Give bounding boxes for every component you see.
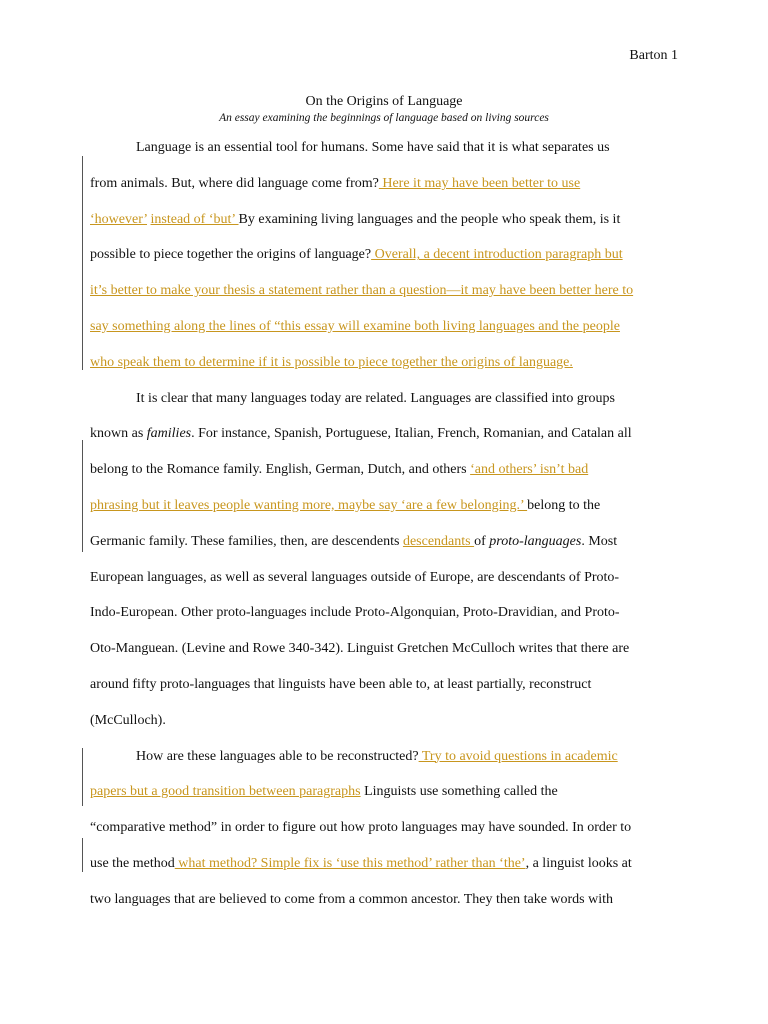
italic-term: proto-languages (489, 533, 582, 549)
text-line: It is clear that many languages today are related. Languages are classified into groups (136, 390, 615, 406)
comment-bar (82, 156, 83, 370)
text-line: two languages that are believed to come from a common ancestor. They then take words with (90, 891, 614, 907)
comment-text: Overall, a decent introduction paragraph but (371, 247, 623, 263)
text-line (90, 309, 680, 345)
essay-title: On the Origins of Language (305, 94, 463, 109)
comment-text: what method? Simple fix is ‘use this method’ rather than ‘the’ (174, 855, 526, 871)
comment-text: it’s better to make your thesis a statement rather than a question—it may have been better here to (90, 283, 634, 299)
text-line (90, 273, 680, 309)
text-line: phrasing but it leaves people wanting more, maybe say ‘are a few belonging.’ belong to the (90, 497, 601, 513)
essay-subtitle: An essay examining the beginnings of language based on living sources (219, 112, 549, 124)
comment-text: Try to avoid questions in academic (418, 748, 618, 764)
comment-text: ‘and others’ isn’t bad (470, 462, 589, 478)
text-line: Indo-European. Other proto-languages include Proto-Algonquian, Proto-Dravidian, and Proto- (90, 605, 620, 621)
page-header: Barton 1 (629, 48, 678, 63)
comment-text: instead of ‘but’ (150, 211, 239, 227)
text-line: Oto-Manguean. (Levine and Rowe 340-342). Linguist Gretchen McCulloch writes that there are (90, 641, 630, 657)
comment-text: say something along the lines of “this essay will examine both living languages and the people (90, 318, 620, 334)
comment-text: who speak them to determine if it is possible to piece together the origins of language. (90, 354, 573, 370)
text-line: Germanic family. These families, then, are descendents descendants of proto-languages. Most (90, 533, 618, 549)
comment-text: descendants (402, 533, 475, 549)
comment-text: papers but a good transition between paragraphs (90, 784, 361, 800)
text-line: known as families. For instance, Spanish, Portuguese, Italian, French, Romanian, and Catalan all (90, 426, 632, 442)
text-line: ‘however’ instead of ‘but’ By examining living languages and the people who speak them, is it (90, 211, 621, 227)
comment-bar (82, 838, 83, 872)
text-line: papers but a good transition between paragraphs Linguists use something called the (90, 784, 558, 800)
text-line (90, 345, 680, 381)
text-line: (McCulloch). (90, 712, 166, 728)
comment-text: ‘however’ (90, 211, 148, 227)
comment-bar (82, 748, 83, 806)
comment-bar (82, 440, 83, 552)
text-line: belong to the Romance family. English, German, Dutch, and others ‘and others’ isn’t bad (90, 462, 589, 478)
text-line: use the method what method? Simple fix is ‘use this method’ rather than ‘the’, a linguist looks at (90, 855, 632, 871)
text-line: from animals. But, where did language come from? Here it may have been better to use (90, 175, 581, 191)
text-line: “comparative method” in order to figure out how proto languages may have sounded. In order to (90, 820, 632, 836)
comment-text: Here it may have been better to use (378, 175, 581, 191)
text-line: European languages, as well as several languages outside of Europe, are descendants of Proto- (90, 569, 620, 585)
essay-body (90, 130, 680, 918)
text-line: around fifty proto-languages that linguists have been able to, at least partially, reconstruct (90, 676, 592, 692)
text-line: How are these languages able to be reconstructed? Try to avoid questions in academic (136, 748, 618, 764)
italic-term: families (146, 426, 192, 442)
text-line: Language is an essential tool for humans. Some have said that it is what separates us (136, 140, 610, 155)
comment-text: phrasing but it leaves people wanting more, maybe say ‘are a few belonging.’ (90, 497, 528, 513)
text-line: possible to piece together the origins of language? Overall, a decent introduction paragraph but (90, 247, 623, 263)
